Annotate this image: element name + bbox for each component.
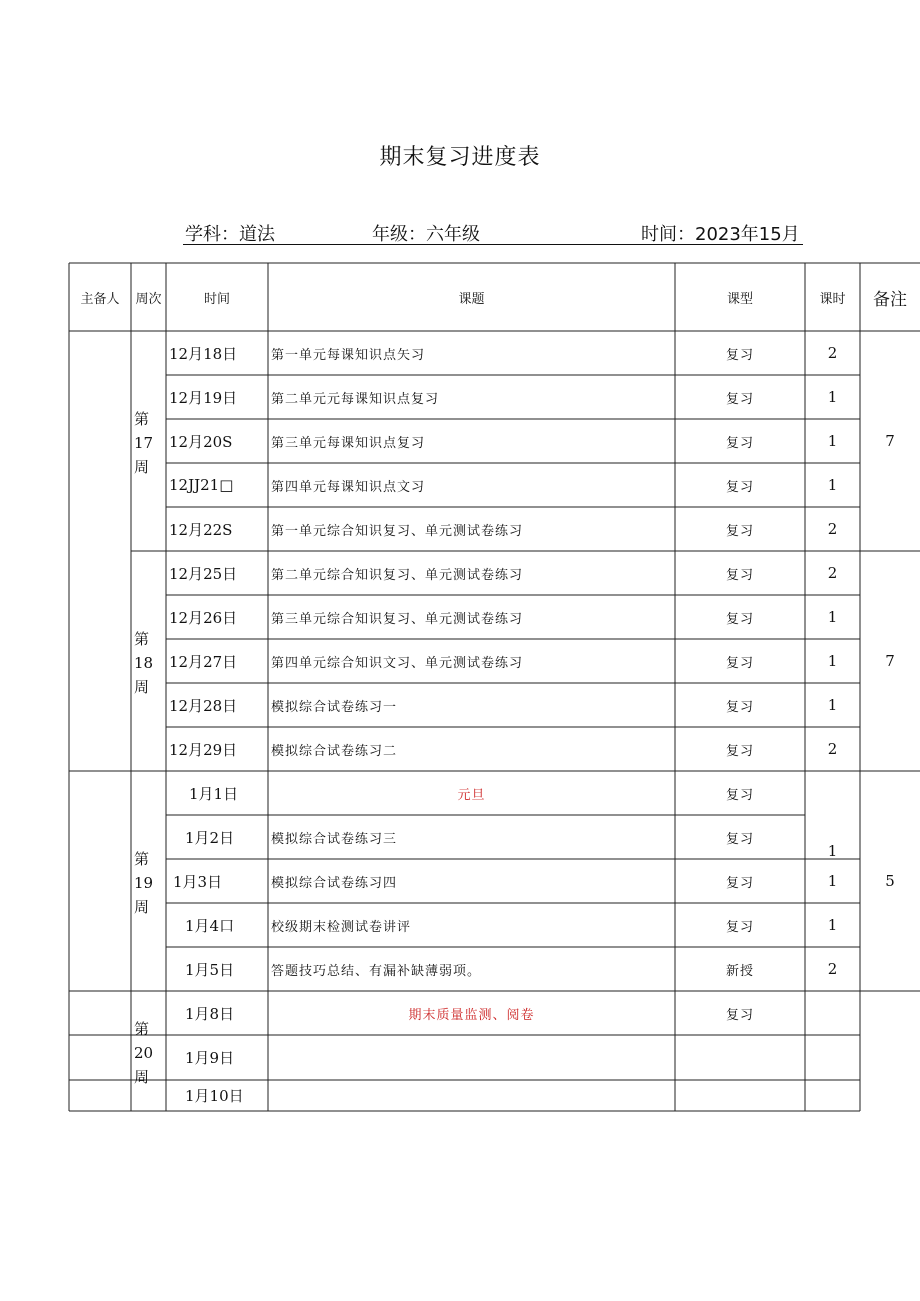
row-type: 复习 (725, 1007, 754, 1023)
row-type: 复习 (725, 699, 754, 715)
row-date: 12月25日 (169, 564, 238, 583)
row-type: 新授 (725, 963, 754, 979)
row-hours: 1 (827, 872, 838, 890)
row-date: 12月27日 (169, 652, 238, 671)
row-hours: 1 (827, 608, 838, 626)
row-date: 12月18日 (169, 344, 238, 363)
row-type: 复习 (725, 523, 754, 539)
header-time: 时间 (203, 291, 230, 307)
row-date: 1月10日 (185, 1087, 244, 1105)
header-topic: 课题 (458, 291, 485, 307)
week-18-total: 7 (885, 652, 895, 670)
row-type: 复习 (725, 567, 754, 583)
week-19-label: 第 19 周 (134, 850, 154, 916)
row-type: 复习 (725, 479, 754, 495)
row-topic: 第三单元每课知识点复习 (271, 435, 426, 451)
row-date: 12月19日 (169, 388, 238, 407)
row-hours (805, 991, 860, 1035)
row-topic: 第三单元综合知识复习、单元测试卷练习 (271, 611, 524, 627)
header-week: 周次 (135, 291, 162, 307)
row-hours: 2 (827, 960, 838, 978)
row-topic: 模拟综合试卷练习一 (271, 699, 398, 715)
row-type: 复习 (725, 611, 754, 627)
row-type: 复习 (725, 787, 754, 803)
row-topic: 第一单元每课知识点矢习 (271, 347, 426, 363)
row-hours: 1 (827, 652, 838, 670)
row-type: 复习 (725, 743, 754, 759)
row-topic: 模拟综合试卷练习四 (271, 875, 398, 891)
row-date: 1月9日 (185, 1049, 235, 1067)
page-title: 期末复习进度表 (379, 145, 541, 170)
header-hours: 课时 (819, 291, 846, 307)
row-hours: 1 (827, 432, 838, 450)
header-type: 课型 (726, 291, 753, 307)
row-type: 复习 (725, 655, 754, 671)
row-date: 1月3日 (173, 872, 223, 891)
row-hours: 1 (827, 696, 838, 714)
row-date: 12月26日 (169, 608, 238, 627)
row-date: 12月22S (169, 520, 233, 539)
row-hours: 2 (827, 564, 838, 582)
row-hours: 1 (827, 476, 838, 494)
week-17-total: 7 (885, 432, 895, 450)
row-topic: 第一单元综合知识复习、单元测试卷练习 (271, 523, 524, 539)
row-topic: 校级期末检测试卷讲评 (271, 919, 412, 935)
row-topic: 模拟综合试卷练习三 (271, 831, 398, 847)
row-topic: 期末质量监测、阅卷 (408, 1007, 535, 1023)
row-topic (268, 1035, 675, 1080)
row-hours (805, 1035, 860, 1080)
week-18-label: 第 18 周 (134, 630, 154, 696)
row-type: 复习 (725, 391, 754, 407)
row-hours: 1 (827, 388, 838, 406)
row-topic: 第二单元综合知识复习、单元测试卷练习 (271, 567, 524, 583)
row-topic (268, 1080, 675, 1111)
row-hours (805, 1080, 860, 1111)
row-hours: 2 (827, 740, 838, 758)
row-type: 复习 (725, 831, 754, 847)
header-preparer: 主备人 (80, 291, 120, 307)
row-date: 1月1日 (189, 784, 239, 803)
row-date: 12JJ21□ (169, 476, 234, 494)
row-date: 12月28日 (169, 696, 238, 715)
grade-label: 年级：六年级 (372, 224, 480, 245)
time-label: 时间：2023年15月 (641, 224, 800, 245)
week-19-total: 5 (885, 872, 895, 890)
row-hours: 2 (827, 520, 838, 538)
row-topic: 第二单元元每课知识点复习 (271, 391, 440, 407)
header-remark: 备注 (873, 289, 907, 310)
week-17-label: 第 17 周 (134, 410, 154, 476)
row-type: 复习 (725, 875, 754, 891)
row-topic: 答题技巧总结、有漏补缺薄弱项。 (271, 963, 482, 979)
row-type: 复习 (725, 347, 754, 363)
row-date: 1月4口 (185, 916, 235, 935)
row-type: 复习 (725, 919, 754, 935)
row-topic: 元旦 (457, 787, 486, 803)
row-topic: 模拟综合试卷练习二 (271, 743, 398, 759)
row-hours: 1 (827, 916, 838, 934)
row-type: 复习 (725, 435, 754, 451)
row-date: 1月2日 (185, 828, 235, 847)
row-date: 1月8日 (185, 1004, 235, 1023)
row-date: 12月20S (169, 432, 233, 451)
row-hours: 2 (827, 344, 838, 362)
row-hours-merged: 1 (827, 842, 838, 860)
row-date: 1月5日 (185, 960, 235, 979)
row-type (675, 1080, 805, 1111)
row-type (675, 1035, 805, 1080)
row-hours (805, 771, 860, 815)
row-date: 12月29日 (169, 740, 238, 759)
week-20-label: 第 20 周 (134, 1020, 154, 1086)
subject-label: 学科：道法 (185, 224, 275, 245)
row-topic: 第四单元每课知识点文习 (271, 479, 426, 495)
row-topic: 第四单元综合知识文习、单元测试卷练习 (271, 655, 524, 671)
